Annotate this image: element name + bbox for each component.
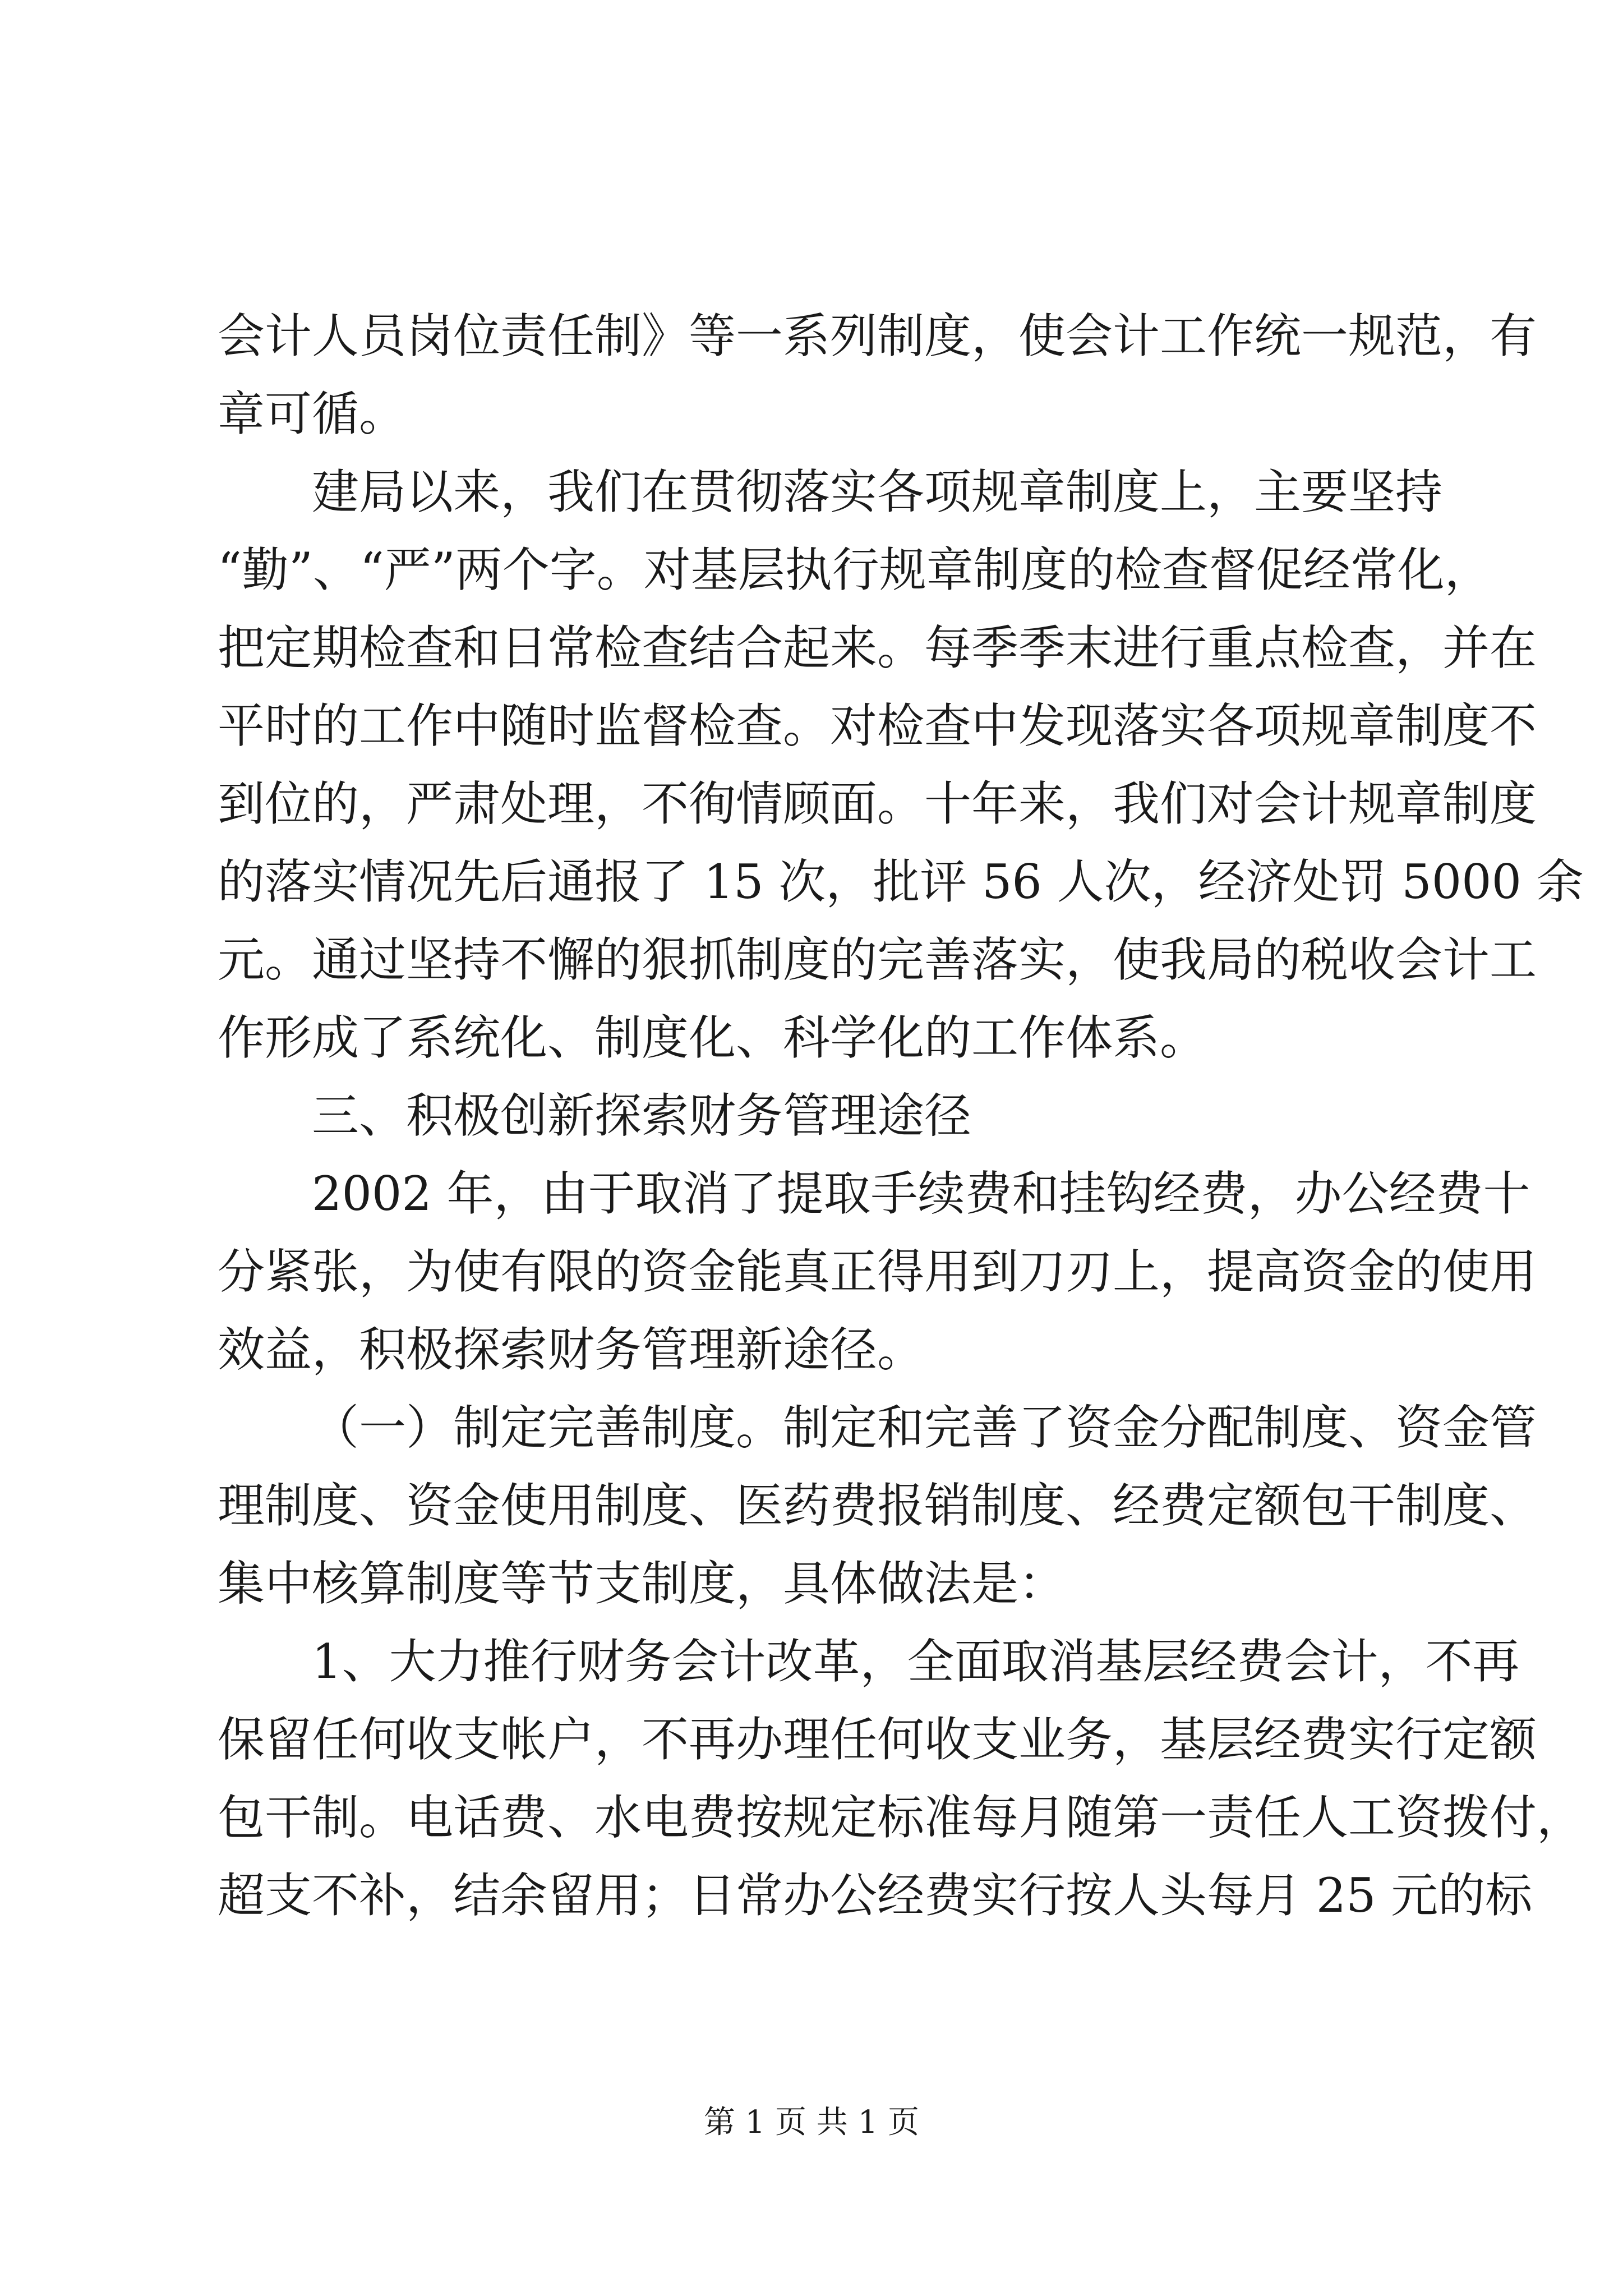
text-line: 分紧张，为使有限的资金能真正得用到刀刃上，提高资金的使用 bbox=[218, 1244, 1537, 1299]
text-line: 1、大力推行财务会计改革，全面取消基层经费会计，不再 bbox=[312, 1634, 1520, 1689]
text-line: 章可循。 bbox=[218, 386, 407, 441]
text-line: 三、积极创新探索财务管理途径 bbox=[312, 1088, 972, 1143]
text-line: 会计人员岗位责任制》等一系列制度，使会计工作统一规范，有 bbox=[218, 309, 1537, 364]
text-line: 平时的工作中随时监督检查。对检查中发现落实各项规章制度不 bbox=[218, 698, 1537, 753]
text-line: （一）制定完善制度。制定和完善了资金分配制度、资金管 bbox=[312, 1400, 1537, 1455]
page-footer: 第 1 页 共 1 页 bbox=[703, 2104, 920, 2141]
text-line: 效益，积极探索财务管理新途径。 bbox=[218, 1322, 925, 1377]
text-line: 把定期检查和日常检查结合起来。每季季末进行重点检查，并在 bbox=[218, 620, 1537, 675]
text-line: 理制度、资金使用制度、医药费报销制度、经费定额包干制度、 bbox=[218, 1478, 1537, 1533]
text-line: “勤”、“严”两个字。对基层执行规章制度的检查督促经常化， bbox=[218, 542, 1492, 597]
text-line: 建局以来，我们在贯彻落实各项规章制度上，主要坚持 bbox=[312, 464, 1443, 519]
text-line: 集中核算制度等节支制度，具体做法是： bbox=[218, 1556, 1066, 1611]
document-body bbox=[218, 297, 1584, 1935]
text-line: 元。通过坚持不懈的狠抓制度的完善落实，使我局的税收会计工 bbox=[218, 932, 1537, 987]
text-line: 2002 年，由于取消了提取手续费和挂钩经费，办公经费十 bbox=[312, 1166, 1530, 1221]
text-line: 的落实情况先后通报了 15 次，批评 56 人次，经济处罚 5000 余 bbox=[218, 854, 1584, 909]
text-line: 超支不补，结余留用；日常办公经费实行按人头每月 25 元的标 bbox=[218, 1868, 1533, 1923]
text-line: 作形成了系统化、制度化、科学化的工作体系。 bbox=[218, 1010, 1207, 1065]
text-line: 到位的，严肃处理，不徇情顾面。十年来，我们对会计规章制度 bbox=[218, 776, 1537, 831]
text-line: 包干制。电话费、水电费按规定标准每月随第一责任人工资拨付， bbox=[218, 1790, 1584, 1845]
text-line: 保留任何收支帐户，不再办理任何收支业务，基层经费实行定额 bbox=[218, 1712, 1537, 1767]
